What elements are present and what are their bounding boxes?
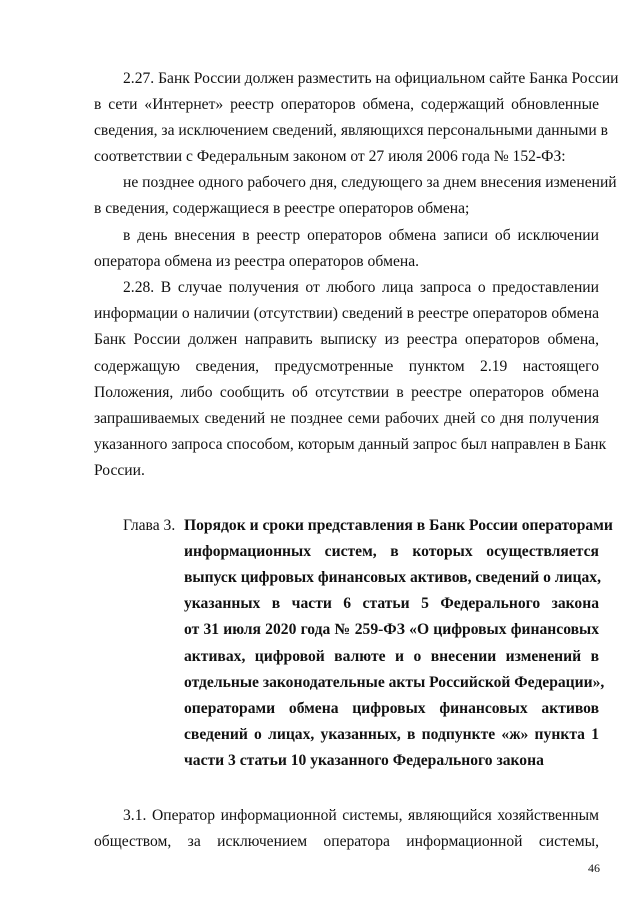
chapter-3-title-line: указанных в части 6 статьи 5 Федерального закона (184, 595, 599, 612)
list-item-1-line: в сведения, содержащиеся в реестре операторов обмена; (94, 200, 470, 217)
paragraph-2-28-line: содержащую сведения, предусмотренные пунктом 2.19 настоящего (94, 358, 599, 375)
paragraph-2-27-line: 2.27. Банк России должен разместить на официальном сайте Банка России (123, 70, 619, 87)
chapter-3-title-line: от 31 июля 2020 года № 259-ФЗ «О цифровых финансовых (184, 621, 599, 638)
list-item-2-line: оператора обмена из реестра операторов обмена. (94, 253, 420, 270)
paragraph-2-27-line: сведения, за исключением сведений, являющихся персональными данными в (94, 122, 608, 139)
chapter-3-title-line: выпуск цифровых финансовых активов, сведений о лицах, (184, 569, 601, 586)
paragraph-2-28-line: 2.28. В случае получения от любого лица запроса о предоставлении (123, 279, 599, 296)
paragraph-2-28-line: информации о наличии (отсутствии) сведений в реестре операторов обмена (94, 305, 599, 322)
paragraph-3-1-line: обществом, за исключением оператора информационной системы, (94, 833, 599, 850)
chapter-3-label: Глава 3. (123, 517, 176, 534)
paragraph-2-28-line: России. (94, 462, 145, 479)
paragraph-2-28-line: Положения, либо сообщить об отсутствии в реестре операторов обмена (94, 384, 599, 401)
paragraph-2-28-line: запрашиваемых сведений не позднее семи рабочих дней со дня получения (94, 410, 599, 427)
paragraph-2-27-line: соответствии с Федеральным законом от 27 июля 2006 года № 152-ФЗ: (94, 148, 566, 165)
chapter-3-title-line: части 3 статьи 10 указанного Федерального закона (184, 752, 544, 769)
page-number: 46 (588, 861, 600, 875)
paragraph-2-27-line: в сети «Интернет» реестр операторов обмена, содержащий обновленные (94, 96, 599, 113)
list-item-2-line: в день внесения в реестр операторов обмена записи об исключении (123, 227, 599, 244)
chapter-3-title-line: Порядок и сроки представления в Банк России операторами (184, 517, 613, 534)
paragraph-2-28-line: Банк России должен направить выписку из реестра операторов обмена, (94, 331, 599, 348)
chapter-3-title-line: отдельные законодательные акты Российской Федерации», (184, 674, 605, 691)
chapter-3-title-line: операторами обмена цифровых финансовых активов (184, 700, 599, 717)
chapter-3-title-line: сведений о лицах, указанных, в подпункте «ж» пункта 1 (184, 726, 599, 743)
chapter-3-title-line: активах, цифровой валюте и о внесении изменений в (184, 648, 599, 665)
list-item-1-line: не позднее одного рабочего дня, следующего за днем внесения изменений (123, 174, 617, 191)
paragraph-2-28-line: указанного запроса способом, которым данный запрос был направлен в Банк (94, 436, 607, 453)
chapter-3-title-line: информационных систем, в которых осуществляется (184, 543, 599, 560)
paragraph-3-1-line: 3.1. Оператор информационной системы, являющийся хозяйственным (123, 807, 599, 824)
